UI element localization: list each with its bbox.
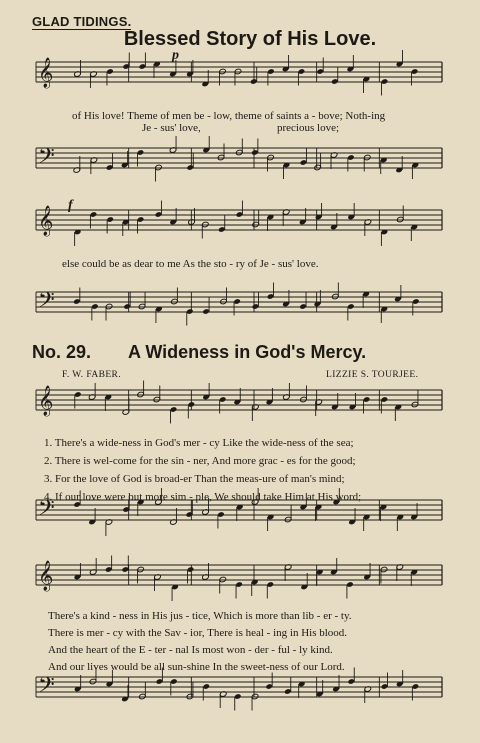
refrain-line-2: There is mer - cy with the Sav - ior, There is heal - ing in His blood. (48, 627, 348, 639)
hymn1-lyric-line1-sub2: precious love; (277, 122, 340, 134)
svg-text:𝄞: 𝄞 (38, 206, 54, 236)
svg-text:𝄢: 𝄢 (38, 288, 55, 318)
svg-text:𝄢: 𝄢 (38, 496, 55, 526)
refrain-line-3: And the heart of the E - ter - nal Is most won - der - ful - ly kind. (48, 644, 333, 656)
hymn-title-2: A Wideness in God's Mercy. (128, 342, 367, 362)
verse-line-4: 4. If our love were but more sim - ple, We should take Him at His word; (44, 491, 362, 503)
verse-line-2: 2. There is wel-come for the sin - ner, And more grac - es for the good; (44, 455, 356, 467)
author-credit: F. W. FABER. (62, 370, 122, 380)
svg-text:𝄢: 𝄢 (38, 144, 55, 174)
dynamic-piano: p (172, 48, 179, 63)
hymn1-lyric-line1: of His love! Theme of men be - low, theme of saints a - bove; Noth-ing (72, 110, 386, 122)
svg-text:𝄢: 𝄢 (38, 673, 55, 703)
verse-line-3: 3. For the love of God is broad-er Than the meas-ure of man's mind; (44, 473, 345, 485)
svg-text:𝄞: 𝄞 (38, 561, 54, 591)
running-head: GLAD TIDINGS. (32, 14, 132, 29)
verse-line-1: 1. There's a wide-ness in God's mer - cy Like the wide-ness of the sea; (44, 437, 354, 449)
refrain-line-4: And our lives would be all sun-shine In the sweet-ness of our Lord. (48, 661, 345, 673)
hymn1-lyric-line1-sub: Je - sus' love, (142, 122, 201, 134)
refrain-lyrics (48, 608, 352, 676)
svg-text:𝄞: 𝄞 (38, 386, 54, 416)
refrain-line-1: There's a kind - ness in His jus - tice, Which is more than lib - er - ty. (48, 610, 352, 622)
hymn1-lyric-line2: else could be as dear to me As the sto - ry of Je - sus' love. (62, 258, 319, 270)
hymn-title: Blessed Story of His Love. (123, 28, 377, 50)
verse-lyrics (44, 434, 361, 506)
hymn-number: No. 29. (32, 342, 92, 362)
dynamic-forte: f (68, 198, 73, 213)
svg-text:𝄞: 𝄞 (38, 58, 54, 88)
composer-credit: LIZZIE S. TOURJEE. (326, 370, 419, 380)
